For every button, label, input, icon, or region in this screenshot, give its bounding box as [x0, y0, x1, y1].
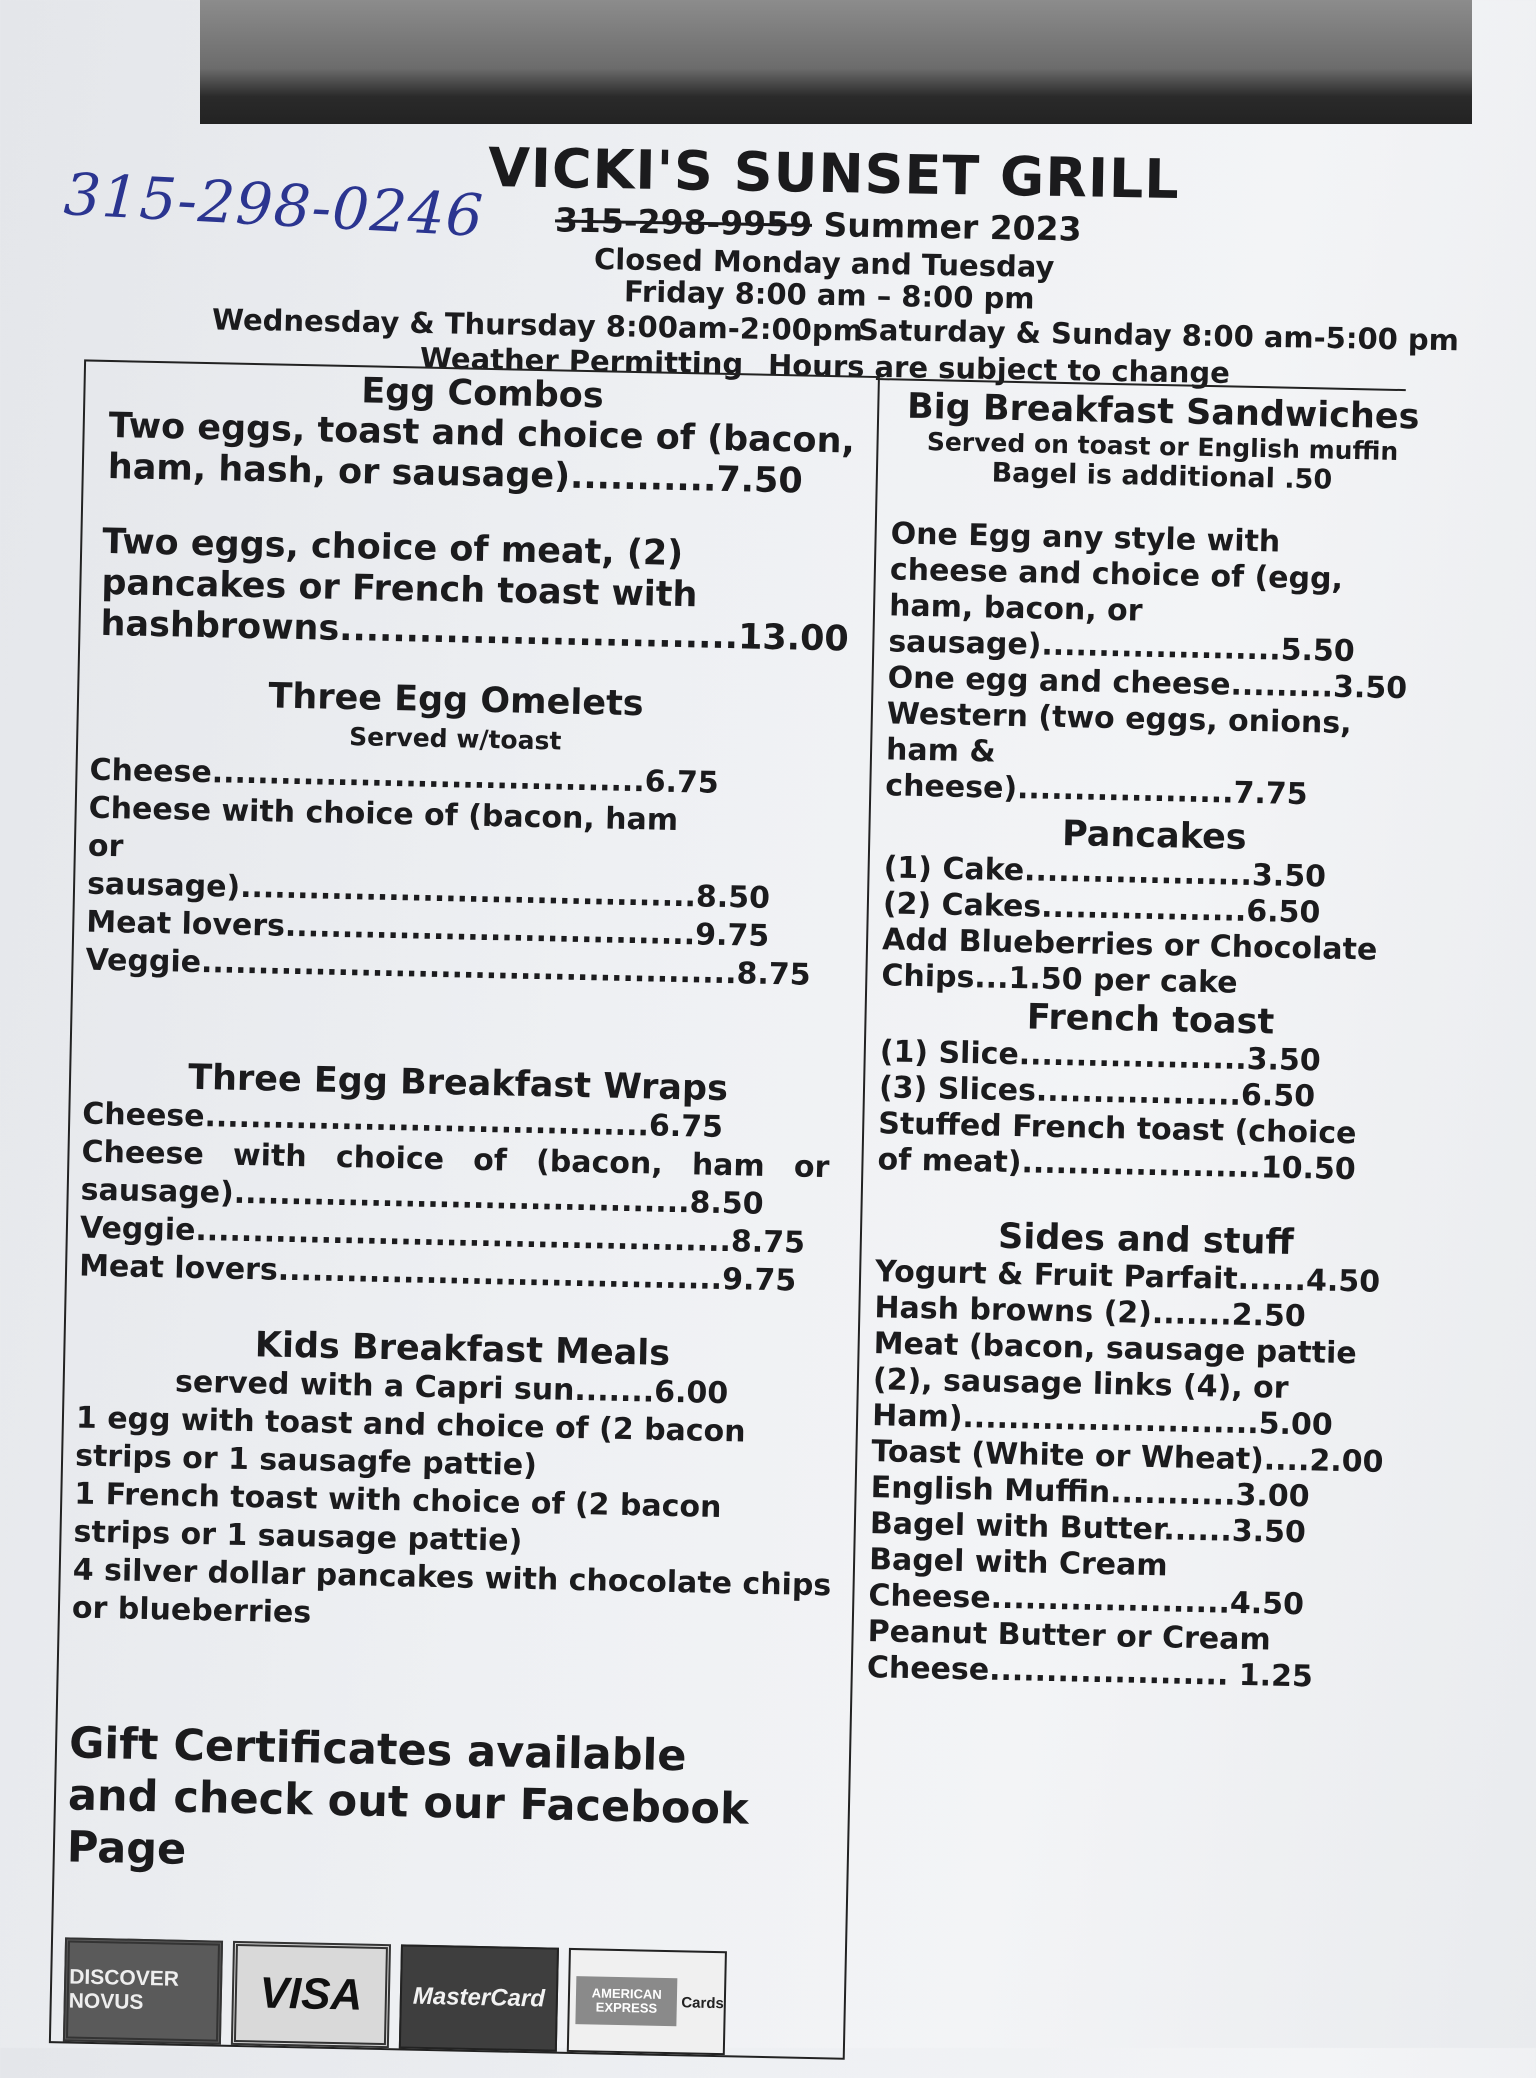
- section-title-omelets: Three Egg Omelets: [268, 676, 645, 725]
- section-subtitle-kids: served with a Capri sun.......6.00: [174, 1364, 729, 1412]
- visa-card-logo: VISA: [231, 1941, 391, 2048]
- menu-item: Bagel with Butter......3.50: [869, 1506, 1307, 1551]
- discover-card-logo: DISCOVER NOVUS: [63, 1937, 223, 2044]
- menu-item: Western (two eggs, onions, ham & cheese)...................7.75: [885, 696, 1352, 813]
- menu-item: Meat lovers....................................9.75: [85, 904, 770, 954]
- menu-item: Cheese with choice of (bacon, ham or sausage)........................................8.50: [80, 1134, 830, 1222]
- menu-item: One Egg any style with cheese and choice of (egg, ham, bacon, or sausage).....................5.50: [888, 516, 1356, 670]
- menu-item: Cheese......................................6.75: [89, 752, 720, 801]
- hours-sat-sun: Saturday & Sunday 8:00 am-5:00 pm: [857, 312, 1460, 358]
- section-title-sides: Sides and stuff: [997, 1216, 1295, 1263]
- section-title-french-toast: French toast: [1026, 997, 1275, 1043]
- photo-strip: [200, 0, 1472, 124]
- menu-box: [49, 359, 1452, 2077]
- hours-weather: Weather Permitting: [419, 341, 744, 381]
- menu-item: (2) Cakes..................6.50: [882, 886, 1321, 931]
- mastercard-logo: MasterCard: [399, 1944, 559, 2051]
- menu-item: Yogurt & Fruit Parfait......4.50: [874, 1254, 1381, 1300]
- menu-item: (1) Slice....................3.50: [879, 1034, 1322, 1079]
- section-title-egg-combos: Egg Combos: [360, 371, 605, 417]
- menu-item: (1) Cake....................3.50: [883, 850, 1327, 895]
- season-label: Summer 2023: [823, 205, 1082, 249]
- menu-item: Veggie...............................................8.75: [85, 942, 811, 993]
- payment-cards: [63, 1937, 835, 2057]
- menu-item: Peanut Butter or Cream Cheese..................... 1.25: [866, 1614, 1314, 1695]
- menu-item: Meat (bacon, sausage pattie (2), sausage links (4), or Ham)..........................5.00: [871, 1326, 1358, 1443]
- hours-subject: Hours are subject to change: [767, 347, 1231, 391]
- amex-card-logo: [567, 1948, 727, 2055]
- menu-item: Two eggs, choice of meat, (2) pancakes or French toast with hashbrowns..............................13.00: [100, 521, 850, 660]
- handwritten-phone: 315-298-0246: [62, 160, 486, 250]
- menu-item: (3) Slices..................6.50: [878, 1070, 1316, 1115]
- restaurant-title: VICKI'S SUNSET GRILL: [487, 135, 1181, 212]
- menu-item: Meat lovers.......................................9.75: [78, 1248, 797, 1299]
- menu-item: Veggie...............................................8.75: [79, 1210, 806, 1261]
- menu-item: 1 French toast with choice of (2 bacon strips or 1 sausage pattie): [73, 1476, 722, 1559]
- menu-item: Toast (White or Wheat)....2.00: [871, 1434, 1384, 1480]
- section-subtitle-sandwiches: Served on toast or English muffin: [926, 427, 1399, 466]
- section-subtitle-bagel: Bagel is additional .50: [991, 457, 1333, 496]
- amex-logo-mark: AMERICAN EXPRESS: [575, 1976, 677, 2026]
- menu-item: English Muffin...........3.00: [870, 1470, 1310, 1515]
- menu-item: One egg and cheese.........3.50: [887, 660, 1408, 707]
- old-phone-number: 315-298-9959: [554, 200, 813, 244]
- section-subtitle-omelets: Served w/toast: [348, 722, 562, 756]
- right-column: [867, 376, 1434, 1697]
- menu-item: Bagel with Cream Cheese.....................4.50: [868, 1542, 1305, 1623]
- hours-wed-thu: Wednesday & Thursday 8:00am-2:00pm: [211, 302, 864, 348]
- menu-item: 1 egg with toast and choice of (2 bacon strips or 1 sausagfe pattie): [74, 1400, 746, 1484]
- menu-item: Add Blueberries or Chocolate Chips...1.50 per cake: [881, 922, 1378, 1001]
- menu-item: Cheese.......................................6.75: [81, 1096, 724, 1145]
- menu-item: Hash browns (2).......2.50: [874, 1290, 1307, 1335]
- section-title-pancakes: Pancakes: [1061, 814, 1248, 858]
- menu-item: Two eggs, toast and choice of (bacon, ham, hash, or sausage)...........7.50: [107, 405, 856, 502]
- hours-friday: Friday 8:00 am – 8:00 pm: [623, 274, 1035, 316]
- section-title-wraps: Three Egg Breakfast Wraps: [187, 1057, 729, 1110]
- gift-certificate-note: Gift Certificates available and check out our Facebook Page: [66, 1718, 750, 1875]
- left-column: [63, 360, 868, 2058]
- phone-season-line: [555, 200, 1082, 248]
- section-title-sandwiches: Big Breakfast Sandwiches: [906, 386, 1420, 438]
- amex-cards-label: Cards: [681, 1993, 725, 2012]
- menu-item: 4 silver dollar pancakes with chocolate chips or blueberries: [71, 1552, 832, 1631]
- hours-closed: Closed Monday and Tuesday: [593, 241, 1055, 285]
- menu-item: Cheese with choice of (bacon, ham or sausage)........................................8.50: [86, 790, 771, 916]
- section-title-kids: Kids Breakfast Meals: [254, 1325, 671, 1374]
- menu-item: Stuffed French toast (choice of meat).....................10.50: [877, 1106, 1357, 1188]
